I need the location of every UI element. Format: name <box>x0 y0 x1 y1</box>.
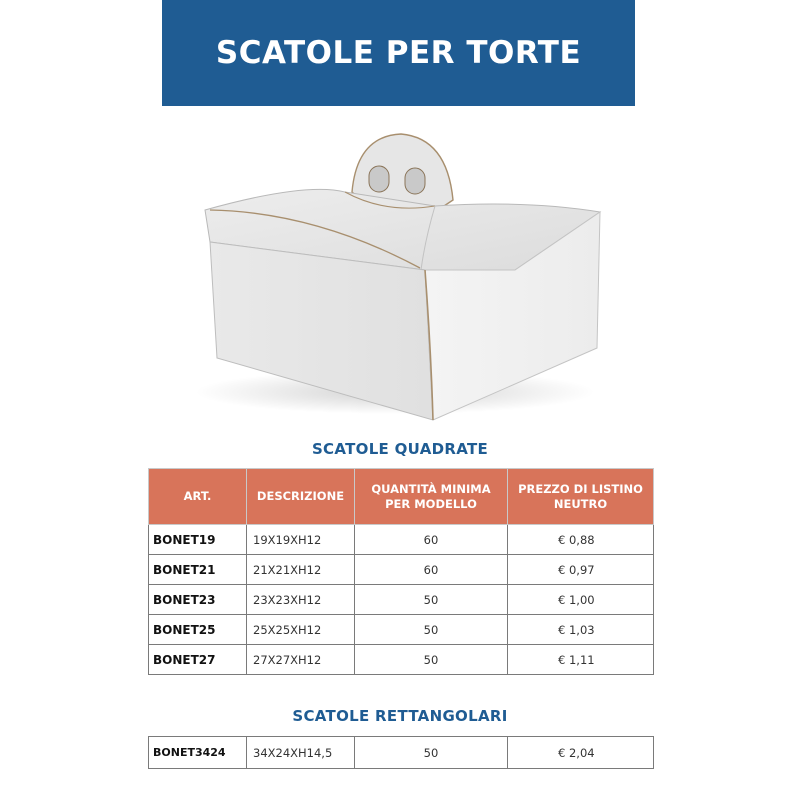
price: € 0,97 <box>508 555 654 585</box>
table-row <box>149 585 654 615</box>
min-quantity: 50 <box>355 585 508 615</box>
column-header-art: ART. <box>149 469 247 525</box>
price: € 0,88 <box>508 525 654 555</box>
min-quantity: 60 <box>355 555 508 585</box>
cake-box-image <box>195 130 610 425</box>
price: € 1,11 <box>508 645 654 675</box>
rectangular-boxes-table <box>148 736 654 769</box>
price: € 2,04 <box>508 737 654 769</box>
column-header-price: PREZZO DI LISTINO NEUTRO <box>508 469 654 525</box>
section-title-rectangular: SCATOLE RETTANGOLARI <box>292 707 508 725</box>
table-row <box>149 555 654 585</box>
description: 21X21XH12 <box>247 555 355 585</box>
min-quantity: 50 <box>355 645 508 675</box>
column-header-description: DESCRIZIONE <box>247 469 355 525</box>
article-code: BONET27 <box>149 645 247 675</box>
description: 34X24XH14,5 <box>247 737 355 769</box>
table-row <box>149 615 654 645</box>
article-code: BONET25 <box>149 615 247 645</box>
article-code: BONET19 <box>149 525 247 555</box>
article-code: BONET23 <box>149 585 247 615</box>
column-header-min-quantity: QUANTITÀ MINIMA PER MODELLO <box>355 469 508 525</box>
section-title-square: SCATOLE QUADRATE <box>311 440 489 458</box>
article-code: BONET3424 <box>149 737 247 769</box>
min-quantity: 50 <box>355 615 508 645</box>
page-title: SCATOLE PER TORTE <box>215 35 582 71</box>
price: € 1,03 <box>508 615 654 645</box>
min-quantity: 60 <box>355 525 508 555</box>
description: 19X19XH12 <box>247 525 355 555</box>
price: € 1,00 <box>508 585 654 615</box>
table-header-row <box>149 469 654 525</box>
min-quantity: 50 <box>355 737 508 769</box>
description: 23X23XH12 <box>247 585 355 615</box>
table-row <box>149 737 654 769</box>
description: 25X25XH12 <box>247 615 355 645</box>
description: 27X27XH12 <box>247 645 355 675</box>
article-code: BONET21 <box>149 555 247 585</box>
title-banner <box>162 0 635 106</box>
table-row <box>149 525 654 555</box>
square-boxes-table <box>148 468 654 675</box>
table-row <box>149 645 654 675</box>
